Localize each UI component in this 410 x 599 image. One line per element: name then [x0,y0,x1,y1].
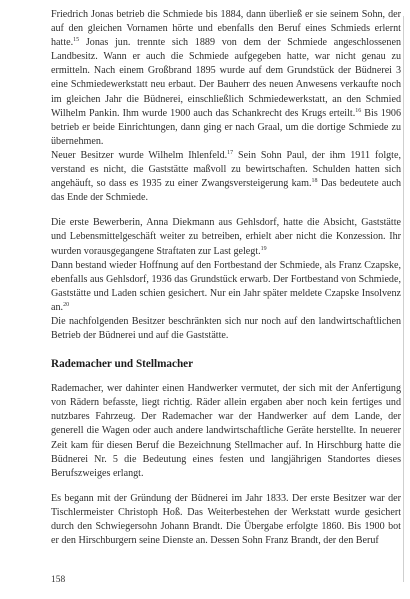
paragraph [51,8,401,149]
section-3 [51,382,401,481]
footnote-ref[interactable]: 20 [63,301,70,308]
text-run: Rademacher, wer dahinter einen Handwerker vermutet, der sich mit der Anfertigung von Rädern befasste, liegt richtig. Räder allein ergaben aber noch kein fertiges und nutzbares Fahrzeug. Der Rademacher war der Handwerker auf dem Lande, der generell die Wagen oder auch andere landwirtschaftliche Geräte herstellte. In neuerer Zeit kam für diesen Beruf die Bezeichnung Stellmacher auf. In Hirschburg hatte die Büdnerei Nr. 5 die Bedeutung eines festen und langjährigen Standortes dieses Berufszweiges erlangt. [51,383,401,479]
text-run: Die erste Bewerberin, Anna Diekmann aus Gehlsdorf, hatte die Absicht, Gaststätte und Lebensmittelgeschäft weiter zu betreiben, erhielt aber nicht die Konzession. Ihr wurden vorausgegangene Straftaten zur Last gelegt. [51,217,401,257]
text-run: Die nachfolgenden Besitzer beschränkten sich nur noch auf den landwirtschaftlichen Betrieb der Büdnerei und auf die Gaststätte. [51,315,401,342]
paragraph [51,149,401,205]
footnote-ref[interactable]: 17 [227,149,234,156]
footnote-ref[interactable]: 19 [260,245,267,252]
text-run: Dann bestand wieder Hoffnung auf den Fortbestand der Schmiede, als Franz Czapske, ebenfalls aus Gehlsdorf, 1936 das Grundstück erwarb. Der Fortbestand von Schmiede, Gaststätte und Laden schien gesichert. Nur ein Jahr später meldete Czapske Insolvenz an. [51,259,401,313]
text-run: Neuer Besitzer wurde Wilhelm Ihlenfeld. [51,149,228,161]
section-4 [51,492,401,548]
section-1 [51,8,401,205]
paragraph [51,382,401,481]
paragraph [51,492,401,548]
footnote-ref[interactable]: 15 [73,37,80,44]
footnote-ref[interactable]: 16 [355,107,362,114]
section-heading: Rademacher und Stellmacher [51,358,194,371]
text-run: Sein Sohn Paul, der ihm 1911 folgte, verstand es nicht, die Gaststätte maßvoll zu bewirtschaften. Schulden hatten sich angehäuft, so dass es 1935 zu einer Zwangsversteigerung kam. [51,149,401,190]
page-edge-line [403,16,404,582]
text-run: Es begann mit der Gründung der Büdnerei im Jahr 1833. Der erste Besitzer war der Tischlermeister Christoph Hoß. Das Weiterbestehen der Werkstatt wurde gesichert durch den Schwiegersohn Johann Brandt. Die Übergabe erfolgte 1860. Bis 1900 bot er den Hirschburgern seine Dienste an. Dessen Sohn Franz Brandt, der den Beruf [51,492,401,547]
page-number: 158 [51,575,66,585]
paragraph [51,315,401,343]
section-2 [51,216,401,343]
paragraph [51,259,401,315]
text-run: Das bedeutete auch das Ende der Schmiede. [51,178,401,204]
text-run: Friedrich Jonas betrieb die Schmiede bis 1884, dann überließ er sie seinem Sohn, der auf den gleichen Vornamen hörte und ebenfalls den Beruf eines Schmieds erlernt hatte. [51,9,401,49]
text-run: Bis 1906 betrieb er beide Einrichtungen, dann ging er nach Graal, um die dortige Schmiede zu übernehmen. [51,107,402,147]
footnote-ref[interactable]: 18 [311,178,318,185]
page-content [51,8,401,548]
text-run: Jonas jun. trennte sich 1889 von dem der Schmiede angeschlossenen Landbesitz. Wann er auch die Schmiede aufgegeben hatte, war nicht genau zu ermitteln. Nach einem Großbrand 1895 wurde auf dem Grundstück der Büdnerei 3 eine Schmiedewerkstatt neu erbaut. Der Bauherr des neuen Anwesens verkaufte noch im gleichen Jahr die Büdnerei, einschließlich Schmiedewerkstatt, an den Schmied Wilhelm Pankin. Ihm wurde 1900 auch das Schankrecht des Krugs erteilt. [51,37,401,119]
paragraph [51,216,401,258]
